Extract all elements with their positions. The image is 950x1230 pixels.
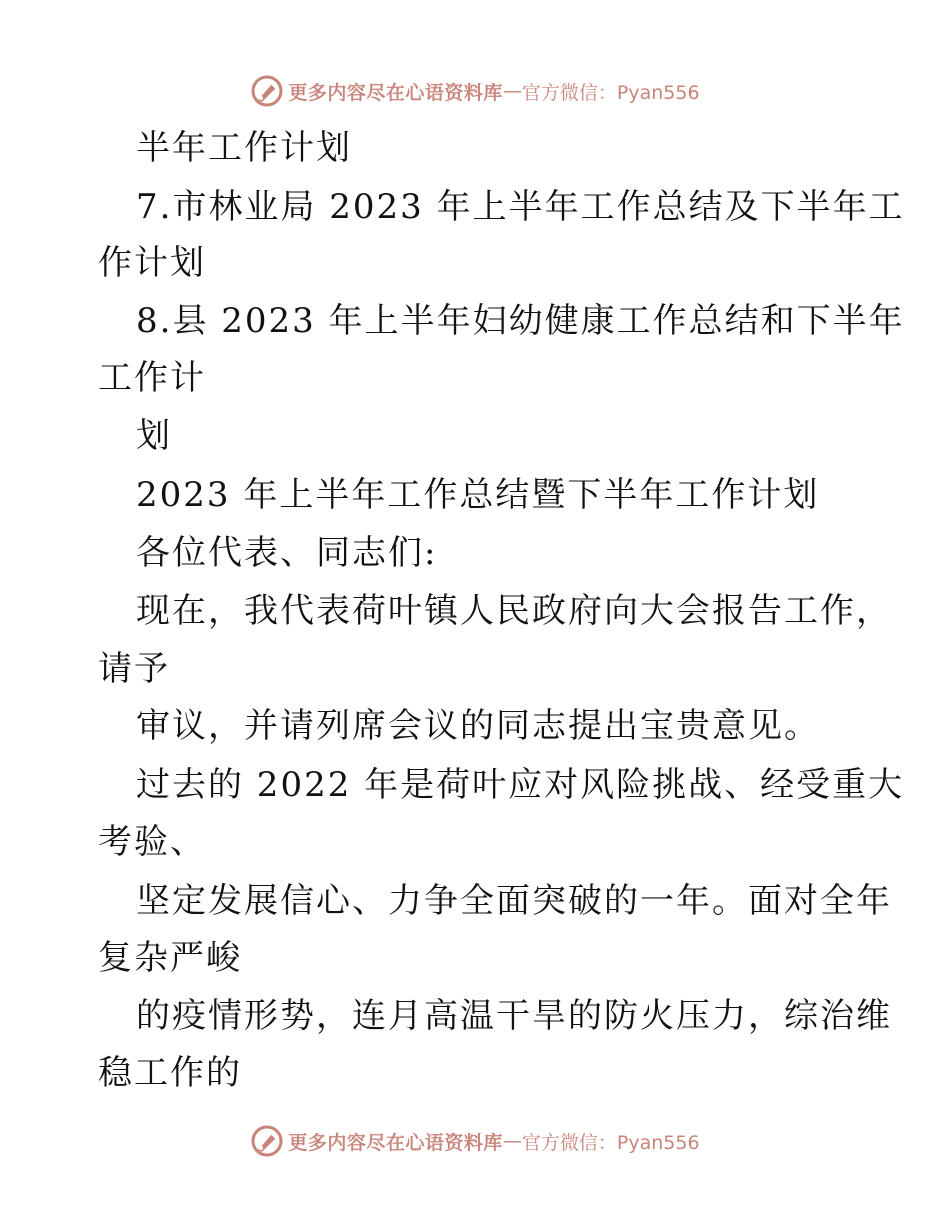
text-line: 请予: [98, 649, 170, 689]
text-line: 的疫情形势，连月高温干旱的防火压力，综治维: [136, 996, 892, 1036]
watermark-main-text: 更多内容尽在心语资料库: [288, 1131, 503, 1154]
watermark-main-text: 更多内容尽在心语资料库: [288, 81, 503, 104]
text-line: 2023 年上半年工作总结暨下半年工作计划: [136, 475, 820, 515]
text-line: 现在，我代表荷叶镇人民政府向大会报告工作，: [136, 591, 892, 631]
footer-watermark: [0, 1121, 950, 1161]
text-line: 各位代表、同志们:: [136, 533, 438, 573]
text-line: 考验、: [98, 822, 206, 862]
text-line: 审议，并请列席会议的同志提出宝贵意见。: [136, 706, 820, 746]
text-line: 划: [136, 416, 172, 456]
watermark-sub-text: 官方微信：Pyan556: [521, 1131, 700, 1154]
text-line: 7.市林业局 2023 年上半年工作总结及下半年工: [136, 187, 905, 227]
text-line: 稳工作的: [98, 1053, 242, 1093]
text-line: 复杂严峻: [98, 938, 242, 978]
text-line: 过去的 2022 年是荷叶应对风险挑战、经受重大: [136, 765, 905, 805]
text-line: 工作计: [98, 358, 206, 398]
text-line: 半年工作计划: [136, 128, 352, 168]
text-line: 8.县 2023 年上半年妇幼健康工作总结和下半年: [136, 301, 905, 341]
text-line: 坚定发展信心、力争全面突破的一年。面对全年: [136, 881, 892, 921]
watermark-dash: —: [502, 80, 522, 102]
text-line: 作计划: [98, 243, 206, 283]
pen-nib-logo-icon: [250, 1124, 284, 1158]
watermark-dash: —: [502, 1130, 522, 1152]
watermark-sub-text: 官方微信：Pyan556: [521, 81, 700, 104]
